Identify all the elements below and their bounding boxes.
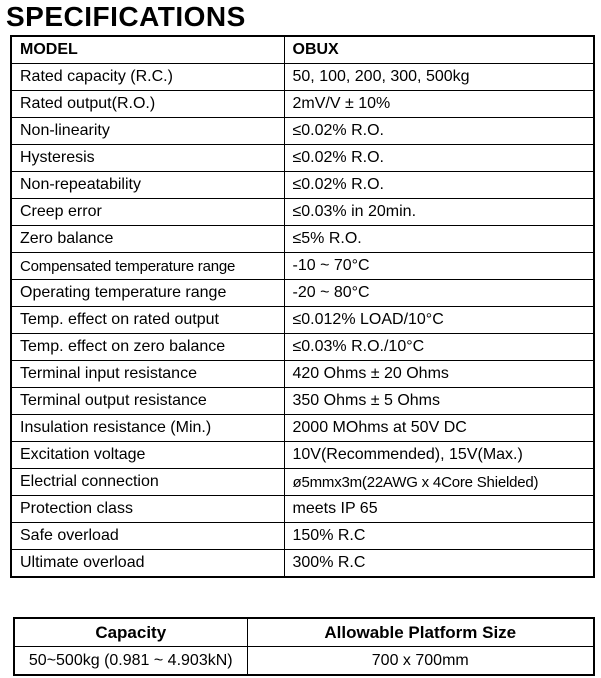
table-row <box>11 145 594 172</box>
spec-label-cell: Terminal input resistance <box>11 361 284 388</box>
spec-value-cell: 150% R.C <box>284 523 594 550</box>
spec-label-cell: Creep error <box>11 199 284 226</box>
table-row <box>11 334 594 361</box>
spec-label-cell: Rated capacity (R.C.) <box>11 64 284 91</box>
spec-label-cell: Safe overload <box>11 523 284 550</box>
spec-value-cell: ≤0.03% R.O./10°C <box>284 334 594 361</box>
page-title: SPECIFICATIONS <box>6 1 246 32</box>
spec-label-cell: Operating temperature range <box>11 280 284 307</box>
table-row <box>11 361 594 388</box>
spec-label-cell: Rated output(R.O.) <box>11 91 284 118</box>
spec-value-cell: 50, 100, 200, 300, 500kg <box>284 64 594 91</box>
table-row <box>11 172 594 199</box>
spec-label-cell: Insulation resistance (Min.) <box>11 415 284 442</box>
table-row <box>11 307 594 334</box>
table-row <box>14 647 594 676</box>
table-row <box>11 226 594 253</box>
spec-label-cell: Compensated temperature range <box>11 253 284 280</box>
spec-value-cell: ø5mmx3m(22AWG x 4Core Shielded) <box>284 469 594 496</box>
spec-label-cell: Zero balance <box>11 226 284 253</box>
spec-value-cell: 10V(Recommended), 15V(Max.) <box>284 442 594 469</box>
spec-label-cell: Temp. effect on rated output <box>11 307 284 334</box>
spec-value-cell: -20 ~ 80°C <box>284 280 594 307</box>
spec-value-cell: ≤0.02% R.O. <box>284 172 594 199</box>
spec-value-cell: ≤5% R.O. <box>284 226 594 253</box>
spec-label-cell: Terminal output resistance <box>11 388 284 415</box>
model-value-cell: OBUX <box>284 36 594 64</box>
table-row <box>11 64 594 91</box>
capacity-table <box>13 617 595 676</box>
spec-value-cell: ≤0.02% R.O. <box>284 145 594 172</box>
spec-label-cell: Electrial connection <box>11 469 284 496</box>
table-row <box>11 118 594 145</box>
spec-value-cell: 420 Ohms ± 20 Ohms <box>284 361 594 388</box>
table-row <box>11 550 594 578</box>
spec-value-cell: 2000 MOhms at 50V DC <box>284 415 594 442</box>
spec-label-cell: Excitation voltage <box>11 442 284 469</box>
spec-value-cell: ≤0.02% R.O. <box>284 118 594 145</box>
spec-value-cell: meets IP 65 <box>284 496 594 523</box>
spec-value-cell: 2mV/V ± 10% <box>284 91 594 118</box>
table-row <box>11 496 594 523</box>
spec-label-cell: Hysteresis <box>11 145 284 172</box>
table-row <box>11 280 594 307</box>
model-header-cell: MODEL <box>11 36 284 64</box>
spec-label-cell: Non-repeatability <box>11 172 284 199</box>
table-row <box>11 199 594 226</box>
spec-value-cell: -10 ~ 70°C <box>284 253 594 280</box>
spec-value-cell: 300% R.C <box>284 550 594 578</box>
spec-table-header-row <box>11 36 594 64</box>
table-row <box>11 469 594 496</box>
table-row <box>11 415 594 442</box>
spec-table <box>10 35 595 578</box>
spec-label-cell: Ultimate overload <box>11 550 284 578</box>
table-row <box>11 388 594 415</box>
spec-label-cell: Non-linearity <box>11 118 284 145</box>
capacity-value-cell: 50~500kg (0.981 ~ 4.903kN) <box>14 647 247 676</box>
spec-value-cell: 350 Ohms ± 5 Ohms <box>284 388 594 415</box>
spec-label-cell: Protection class <box>11 496 284 523</box>
platform-size-header-cell: Allowable Platform Size <box>247 618 594 647</box>
spec-value-cell: ≤0.012% LOAD/10°C <box>284 307 594 334</box>
capacity-table-header-row <box>14 618 594 647</box>
spec-value-cell: ≤0.03% in 20min. <box>284 199 594 226</box>
table-row <box>11 91 594 118</box>
platform-size-value-cell: 700 x 700mm <box>247 647 594 676</box>
table-row <box>11 523 594 550</box>
capacity-header-cell: Capacity <box>14 618 247 647</box>
table-row <box>11 253 594 280</box>
table-row <box>11 442 594 469</box>
spec-label-cell: Temp. effect on zero balance <box>11 334 284 361</box>
